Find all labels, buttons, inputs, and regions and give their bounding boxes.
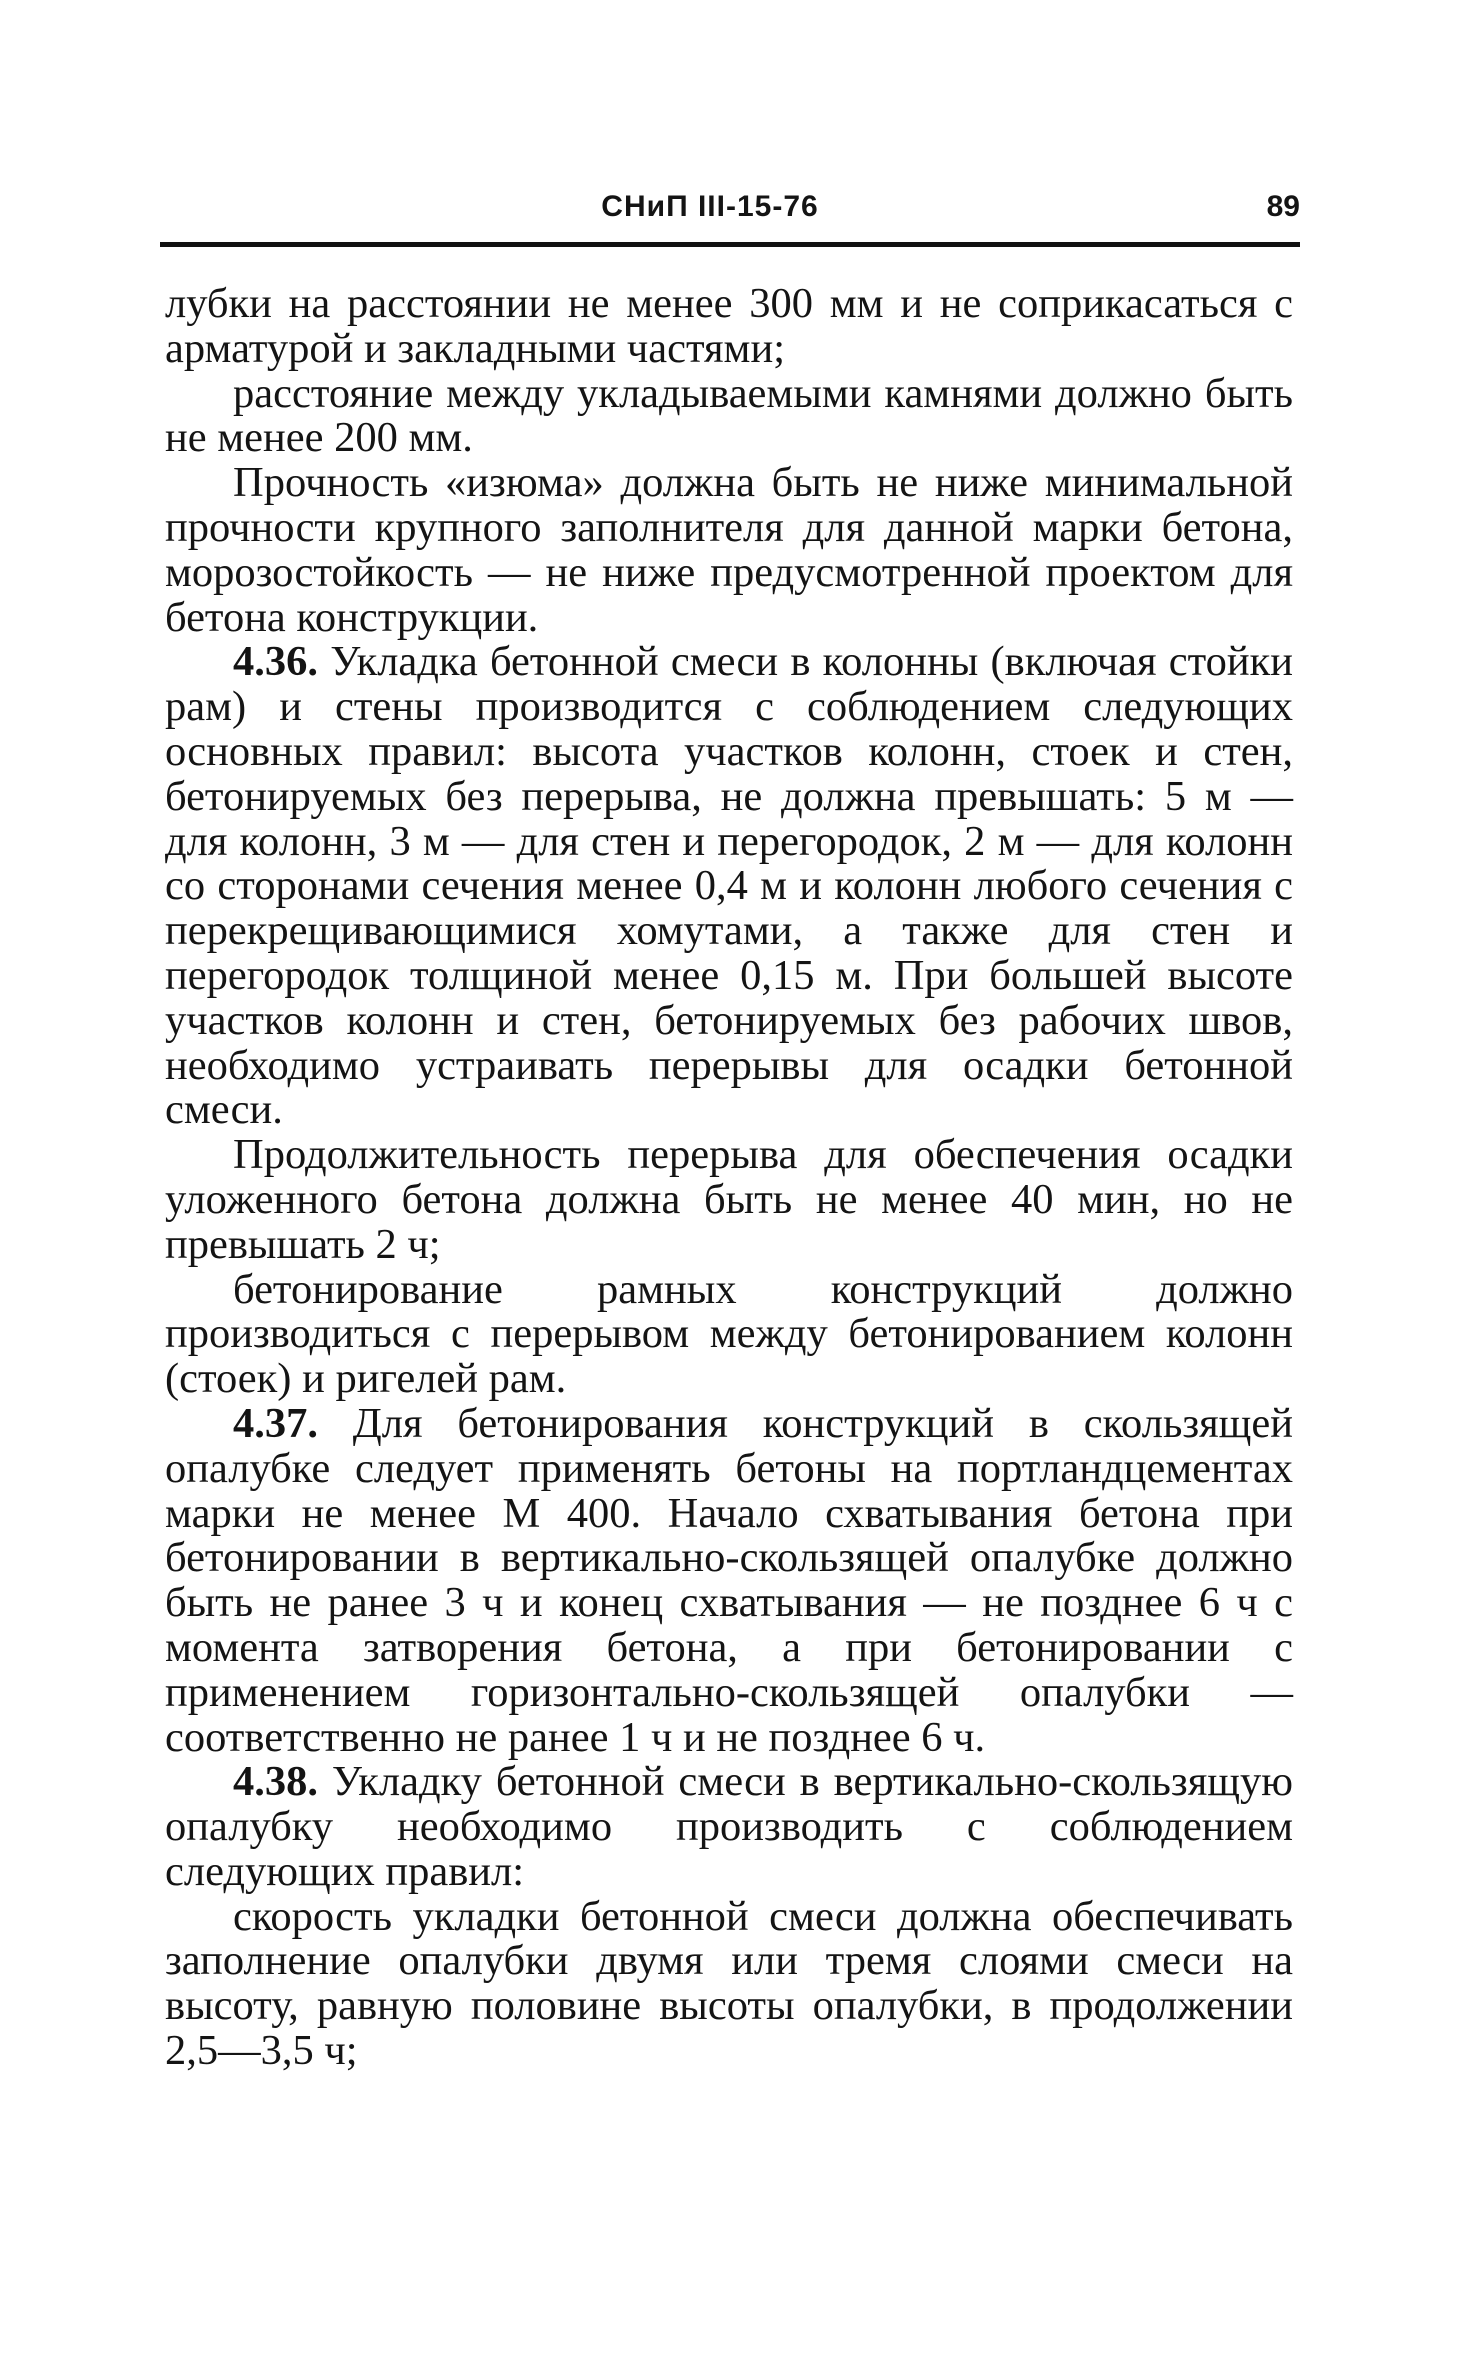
header-rule	[160, 242, 1300, 247]
page-number: 89	[1266, 190, 1300, 223]
paragraph	[165, 1760, 1293, 1894]
paragraph-text: Прочность «изюма» должна быть не ниже минимальной прочности крупного заполнителя для данной марки бетона, морозостойкость — не ниже предусмотренной проектом для бетона конструкции.	[165, 459, 1293, 641]
paragraph-text: скорость укладки бетонной смеси должна обеспечивать заполнение опалубки двумя или тремя слоями смеси на высоту, равную половине высоты опалубки, в продолжении 2,5—3,5 ч;	[165, 1892, 1293, 2075]
paragraph	[165, 1265, 1293, 1403]
paragraph	[165, 461, 1293, 640]
paragraph-number: 4.36.	[233, 638, 318, 686]
paragraph	[165, 282, 1293, 372]
running-header	[160, 190, 1300, 250]
body-text	[165, 282, 1293, 2074]
paragraph-text: Укладка бетонной смеси в колонны (включая стойки рам) и стены производится с соблюдением следующих основных правил: высота участков колонн, стоек и стен, бетонируемых без перерыва, не должна превышать: 5 м — для колонн, 3 м — для стен и перегородок, 2 м — для колонн со сторонами сечения менее 0,4 м и колонн любого сечения с перекрещивающимися хомутами, а также для стен и перегородок толщиной менее 0,15 м. При большей высоте участков колонн и стен, бетонируемых без рабочих швов, необходимо устраивать перерывы для осадки бетонной смеси.	[165, 638, 1293, 1134]
paragraph-text: Продолжительность перерыва для обеспечения осадки уложенного бетона должна быть не менее 40 мин, но не превышать 2 ч;	[165, 1131, 1293, 1268]
paragraph	[165, 369, 1293, 462]
header-title: СНиП III-15-76	[601, 190, 819, 223]
paragraph-text: Для бетонирования конструкций в скользящей опалубке следует применять бетоны на портландцементах марки не менее М 400. Начало схватывания бетона при бетонировании в вертикально-скользящей опалубке должно быть не ранее 3 ч и конец схватывания — не позднее 6 ч с момента затворения бетона, а при бетонировании с применением горизонтально-скользящей опалубки — соответственно не ранее 1 ч и не позднее 6 ч.	[165, 1399, 1293, 1761]
paragraph-number: 4.38.	[233, 1758, 318, 1806]
paragraph	[165, 1892, 1293, 2075]
paragraph-text: лубки на расстоянии не менее 300 мм и не соприкасаться с арматурой и закладными частями;	[165, 280, 1293, 372]
paragraph	[165, 1133, 1293, 1267]
paragraph	[165, 1399, 1293, 1761]
paragraph-text: Укладку бетонной смеси в вертикально-скользящую опалубку необходимо производить с соблюдением следующих правил:	[165, 1758, 1293, 1895]
paragraph-text: бетонирование рамных конструкций должно производиться с перерывом между бетонированием колонн (стоек) и ригелей рам.	[165, 1265, 1293, 1403]
paragraph-text: расстояние между укладываемыми камнями должно быть не менее 200 мм.	[165, 369, 1293, 462]
paragraph-number: 4.37.	[233, 1399, 318, 1447]
paragraph	[165, 640, 1293, 1133]
